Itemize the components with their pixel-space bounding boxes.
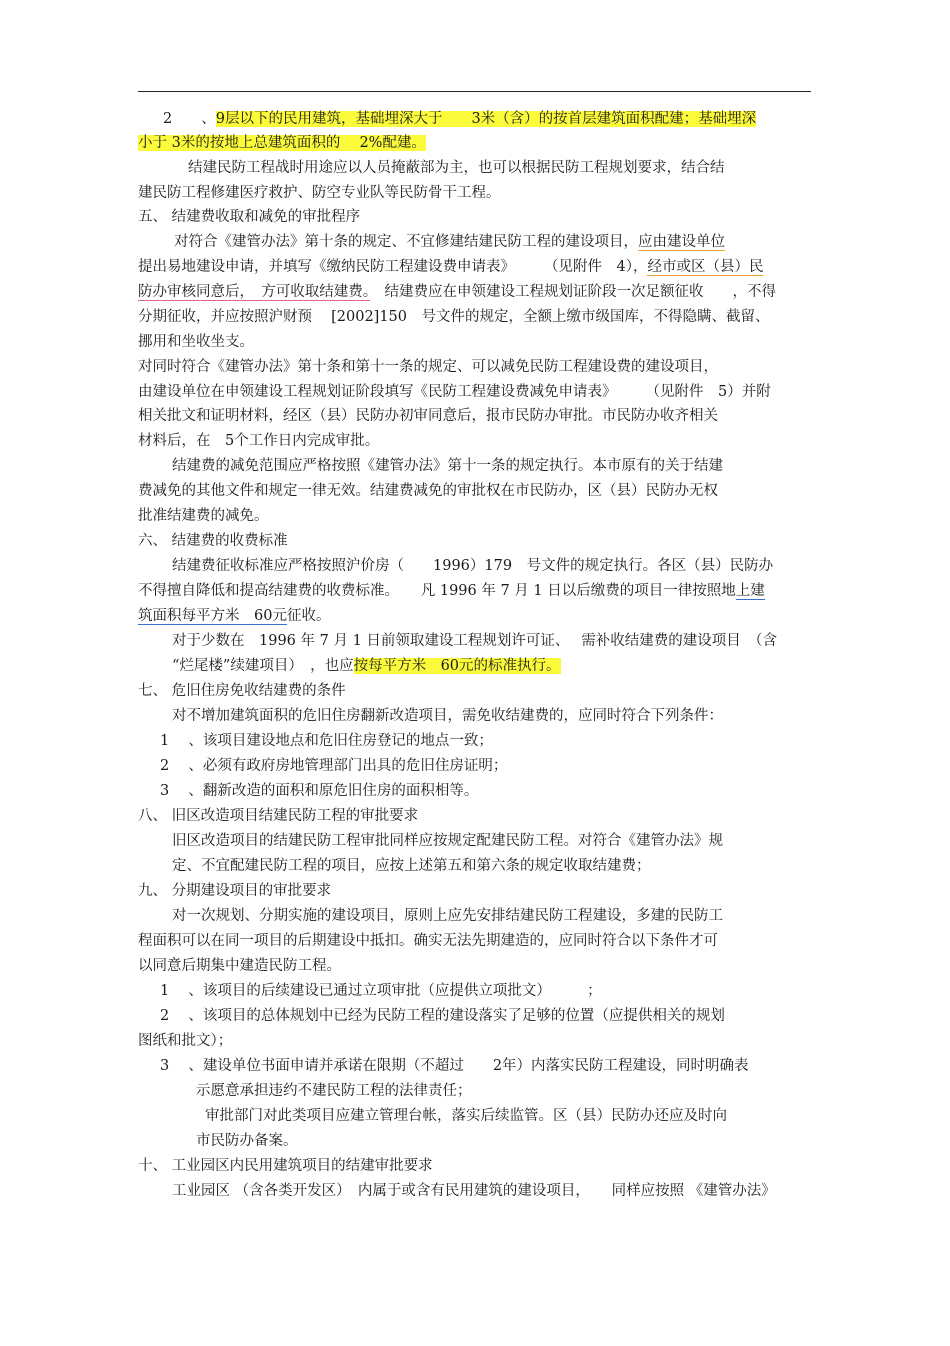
text-run: 建民防工程修建医疗救护、防空专业队等民防骨干工程。 <box>138 185 501 201</box>
text-line <box>138 331 254 353</box>
marked-text: 经市或区（县）民 <box>647 259 764 275</box>
text-line <box>138 306 770 328</box>
text-line <box>172 630 777 652</box>
text-run: 对于少数在 1996 年 7 月 1 日前领取建设工程规划许可证、 需补收结建费的建设项目 （含 <box>172 633 778 649</box>
text-run: 对不增加建筑面积的危旧住房翻新改造项目，需免收结建费的，应同时符合下列条件： <box>172 708 723 724</box>
text-line <box>172 455 723 477</box>
marked-text: 筑面积每平方米 60元 <box>138 608 287 624</box>
text-run: 不得擅自降低和提高结建费的收费标准。 凡 1996 年 7 月 1 日以后缴费的项目一律按照地 <box>138 583 736 599</box>
text-line <box>138 405 718 427</box>
text-line <box>138 1155 433 1177</box>
header-rule <box>138 91 811 92</box>
text-line <box>138 530 288 552</box>
text-run: 旧区改造项目的结建民防工程审批同样应按规定配建民防工程。对符合《建管办法》规 <box>172 833 723 849</box>
text-line <box>160 1005 725 1027</box>
text-line <box>138 580 765 602</box>
text-line <box>160 780 478 802</box>
text-run: 材料后，在 5个工作日内完成审批。 <box>138 433 380 449</box>
text-run: 八、 旧区改造项目结建民防工程的审批要求 <box>138 808 419 824</box>
text-run: 1 、该项目的后续建设已通过立项审批（应提供立项批文） ； <box>160 983 602 999</box>
text-run: 费减免的其他文件和规定一律无效。结建费减免的审批权在市民防办，区（县）民防办无权 <box>138 483 718 499</box>
text-line <box>138 1030 232 1052</box>
text-line <box>172 855 651 877</box>
text-run: 市民防办备案。 <box>196 1133 298 1149</box>
text-run: 相关批文和证明材料，经区（县）民防办初审同意后，报市民防办审批。市民防办收齐相关 <box>138 408 718 424</box>
text-line <box>138 430 379 452</box>
text-line <box>160 1055 749 1077</box>
text-run: 批准结建费的减免。 <box>138 508 269 524</box>
text-line <box>196 1130 298 1152</box>
text-run: 3 、建设单位书面申请并承诺在限期（不超过 2年）内落实民防工程建设，同时明确表 <box>160 1058 749 1074</box>
text-line <box>172 705 723 727</box>
text-line <box>205 1105 727 1127</box>
text-run: 七、 危旧住房免收结建费的条件 <box>138 683 346 699</box>
marked-text: 小于 3米的按地上总建筑面积的 2%配建。 <box>138 135 426 151</box>
marked-text: 应由建设单位 <box>638 234 725 250</box>
text-line <box>138 505 269 527</box>
text-run: 结建费应在申领建设工程规划证阶段一次足额征收 ，不得 <box>370 284 776 300</box>
text-run: 结建民防工程战时用途应以人员掩蔽部为主，也可以根据民防工程规划要求，结合结 <box>188 160 725 176</box>
text-run: 定、不宜配建民防工程的项目，应按上述第五和第六条的规定收取结建费； <box>172 858 651 874</box>
text-line <box>172 830 723 852</box>
text-run: 结建费的减免范围应严格按照《建管办法》第十一条的规定执行。本市原有的关于结建 <box>172 458 723 474</box>
text-line <box>172 655 561 677</box>
text-run: 征收。 <box>286 608 331 624</box>
text-run: “烂尾楼”续建项目） ，也应 <box>172 658 354 674</box>
text-run: 对一次规划、分期实施的建设项目，原则上应先安排结建民防工程建设，多建的民防工 <box>172 908 723 924</box>
text-run: 3 、翻新改造的面积和原危旧住房的面积相等。 <box>160 783 479 799</box>
text-run: 审批部门对此类项目应建立管理台帐，落实后续监管。区（县）民防办还应及时向 <box>205 1108 727 1124</box>
text-run: 2 、 <box>163 111 216 127</box>
text-line <box>138 281 776 303</box>
text-line <box>138 680 346 702</box>
text-run: 2 、必须有政府房地管理部门出具的危旧住房证明； <box>160 758 508 774</box>
text-run: 由建设单位在申领建设工程规划证阶段填写《民防工程建设费减免申请表》 （见附件 5）并附 <box>138 384 771 400</box>
text-run: 挪用和坐收坐支。 <box>138 334 254 350</box>
text-run: 对符合《建管办法》第十条的规定、不宜修建结建民防工程的建设项目， <box>174 234 638 250</box>
marked-text: 9层以下的民用建筑，基础埋深大于 3米（含）的按首层建筑面积配建；基础埋深 <box>215 111 757 127</box>
marked-text: 上建 <box>735 583 765 599</box>
text-line <box>160 980 602 1002</box>
text-run: 五、 结建费收取和减免的审批程序 <box>138 209 361 225</box>
text-line <box>138 132 426 154</box>
text-line <box>138 930 718 952</box>
text-line <box>172 905 723 927</box>
marked-text: 按每平方米 60元的标准执行。 <box>353 658 561 674</box>
text-run: 2 、该项目的总体规划中已经为民防工程的建设落实了足够的位置（应提供相关的规划 <box>160 1008 725 1024</box>
text-run: 九、 分期建设项目的审批要求 <box>138 883 332 899</box>
text-line <box>138 356 718 378</box>
text-line <box>138 206 360 228</box>
text-line <box>138 182 501 204</box>
text-run: 1 、该项目建设地点和危旧住房登记的地点一致； <box>160 733 493 749</box>
text-run: 结建费征收标准应严格按照沪价房（ 1996）179 号文件的规定执行。各区（县）民防办 <box>172 558 774 574</box>
text-run: 示愿意承担违约不建民防工程的法律责任； <box>196 1083 472 1099</box>
text-run: 提出易地建设申请，并填写《缴纳民防工程建设费申请表》 （见附件 4）， <box>138 259 648 275</box>
text-line <box>138 955 341 977</box>
marked-text: 防办审核同意后， 方可收取结建费。 <box>138 284 370 300</box>
text-run: 以同意后期集中建造民防工程。 <box>138 958 341 974</box>
text-line <box>138 805 418 827</box>
text-line <box>163 108 756 130</box>
text-line <box>138 605 330 627</box>
text-line <box>172 1180 776 1202</box>
text-run: 十、 工业园区内民用建筑项目的结建审批要求 <box>138 1158 433 1174</box>
text-line <box>138 381 771 403</box>
text-line <box>160 755 507 777</box>
text-run: 对同时符合《建管办法》第十条和第十一条的规定、可以减免民防工程建设费的建设项目， <box>138 359 718 375</box>
text-run: 分期征收，并应按照沪财预 [2002]150 号文件的规定，全额上缴市级国库，不得隐瞒、截留、 <box>138 309 770 325</box>
text-run: 工业园区 （含各类开发区） 内属于或含有民用建筑的建设项目， 同样应按照 《建管办法》 <box>172 1183 776 1199</box>
text-line <box>138 256 763 278</box>
text-run: 图纸和批文）； <box>138 1033 233 1049</box>
text-line <box>196 1080 472 1102</box>
text-line <box>188 157 725 179</box>
text-line <box>138 880 331 902</box>
text-run: 程面积可以在同一项目的后期建设中抵扣。确实无法先期建造的，应同时符合以下条件才可 <box>138 933 718 949</box>
text-line <box>174 231 725 253</box>
text-line <box>138 480 718 502</box>
text-run: 六、 结建费的收费标准 <box>138 533 288 549</box>
text-line <box>160 730 493 752</box>
text-line <box>172 555 773 577</box>
